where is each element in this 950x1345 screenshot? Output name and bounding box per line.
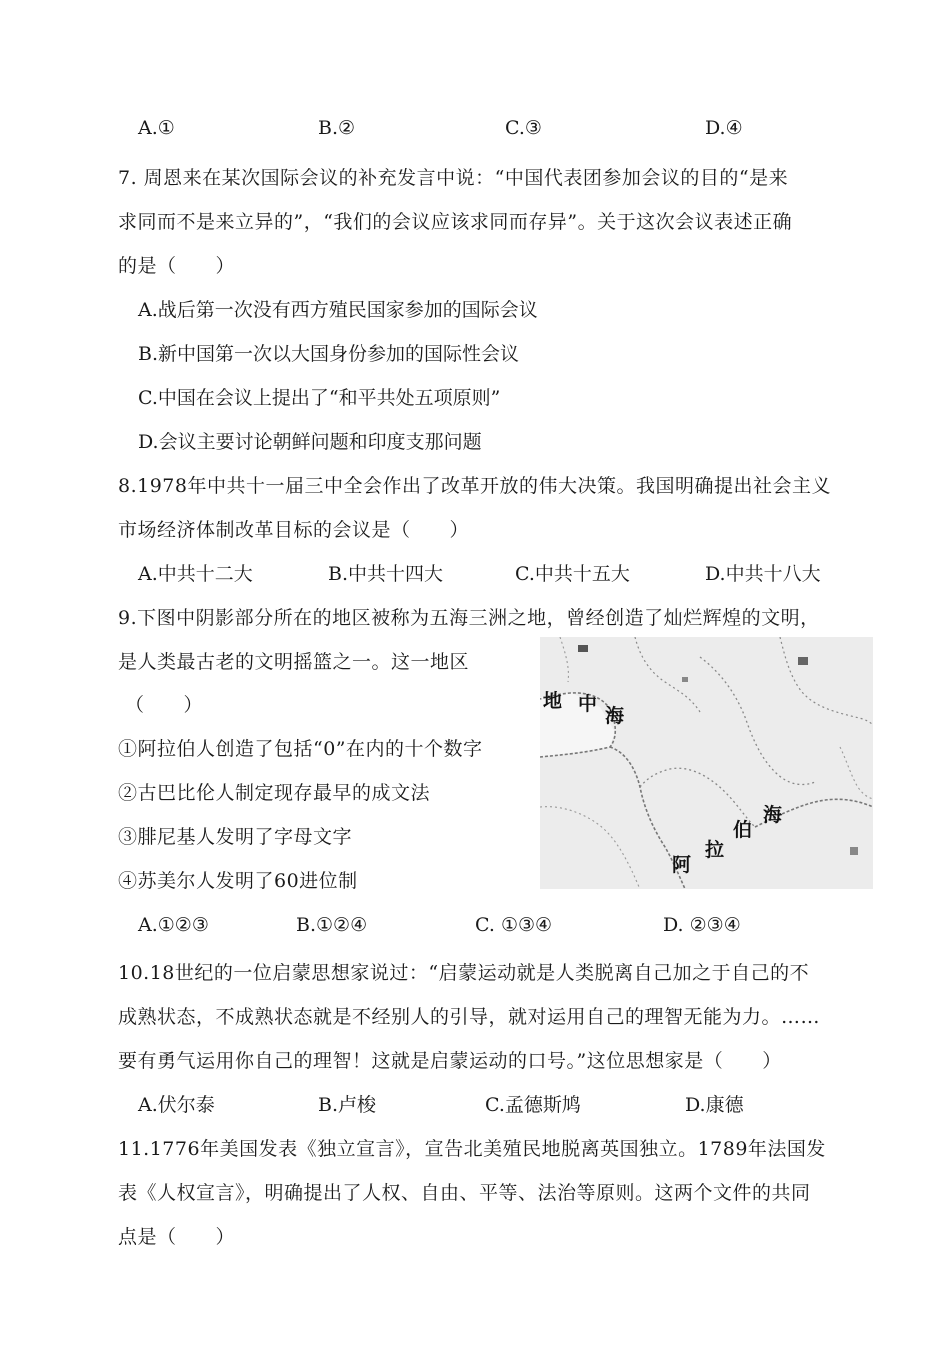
q7-option-d: D.会议主要讨论朝鲜问题和印度支那问题 <box>138 431 482 453</box>
q8-option-a: A.中共十二大 <box>138 563 253 585</box>
q9-statement-2: ②古巴比伦人制定现存最早的成文法 <box>118 782 431 804</box>
map-label-hai-mediterranean: 海 <box>605 705 625 727</box>
q9-statement-1: ①阿拉伯人创造了包括“0”在内的十个数字 <box>118 738 483 760</box>
q9-statement-3: ③腓尼基人发明了字母文字 <box>118 826 353 848</box>
q10-option-c: C.孟德斯鸠 <box>485 1094 581 1116</box>
q9-option-d: D. ②③④ <box>663 914 741 936</box>
q8-option-d: D.中共十八大 <box>705 563 821 585</box>
q10-option-a: A.伏尔泰 <box>138 1094 215 1116</box>
q7-stem-line-2: 求同而不是来立异的”，“我们的会议应该求同而存异”。关于这次会议表述正确 <box>118 211 793 233</box>
q7-option-c: C.中国在会议上提出了“和平共处五项原则” <box>138 387 501 409</box>
q6-option-c: C.③ <box>505 117 542 139</box>
q9-stem-line-3: （ ） <box>125 694 204 716</box>
middle-east-map <box>540 637 873 889</box>
q7-stem-line-3: 的是（ ） <box>118 255 236 277</box>
q9-option-b: B.①②④ <box>296 914 368 936</box>
q9-statement-4: ④苏美尔人发明了60进位制 <box>118 870 358 892</box>
q6-option-d: D.④ <box>705 117 743 139</box>
q9-option-c: C. ①③④ <box>475 914 553 936</box>
q8-stem-line-2: 市场经济体制改革目标的会议是（ ） <box>118 519 470 541</box>
q10-stem-line-3: 要有勇气运用你自己的理智！这就是启蒙运动的口号。”这位思想家是（ ） <box>118 1050 782 1072</box>
map-label-la: 拉 <box>705 839 725 861</box>
q7-option-a: A.战后第一次没有西方殖民国家参加的国际会议 <box>138 299 538 321</box>
q9-option-a: A.①②③ <box>138 914 209 936</box>
q7-option-b: B.新中国第一次以大国身份参加的国际性会议 <box>138 343 520 365</box>
map-label-di: 地 <box>543 690 563 712</box>
map-label-a: 阿 <box>672 854 692 876</box>
q8-stem-line-1: 8.1978年中共十一届三中全会作出了改革开放的伟大决策。我国明确提出社会主义 <box>118 475 831 497</box>
q9-stem-line-1: 9.下图中阴影部分所在的地区被称为五海三洲之地，曾经创造了灿烂辉煌的文明， <box>118 607 820 629</box>
map-label-bo: 伯 <box>733 819 753 841</box>
map-label-zhong: 中 <box>578 693 598 715</box>
q11-stem-line-3: 点是（ ） <box>118 1226 236 1248</box>
q11-stem-line-2: 表《人权宣言》，明确提出了人权、自由、平等、法治等原则。这两个文件的共同 <box>118 1182 811 1204</box>
q11-stem-line-1: 11.1776年美国发表《独立宣言》，宣告北美殖民地脱离英国独立。1789年法国发 <box>118 1138 826 1160</box>
q6-option-b: B.② <box>318 117 356 139</box>
q10-stem-line-2: 成熟状态，不成熟状态就是不经别人的引导，就对运用自己的理智无能为力。…… <box>118 1006 821 1028</box>
q10-stem-line-1: 10.18世纪的一位启蒙思想家说过：“启蒙运动就是人类脱离自己加之于自己的不 <box>118 962 810 984</box>
q10-option-d: D.康德 <box>685 1094 744 1116</box>
q10-option-b: B.卢梭 <box>318 1094 377 1116</box>
q8-option-c: C.中共十五大 <box>515 563 630 585</box>
q9-stem-line-2: 是人类最古老的文明摇篮之一。这一地区 <box>118 651 470 673</box>
q7-stem-line-1: 7. 周恩来在某次国际会议的补充发言中说：“中国代表团参加会议的目的“是来 <box>118 167 789 189</box>
map-label-hai-arabian: 海 <box>763 804 783 826</box>
q8-option-b: B.中共十四大 <box>328 563 444 585</box>
q6-option-a: A.① <box>138 117 175 139</box>
